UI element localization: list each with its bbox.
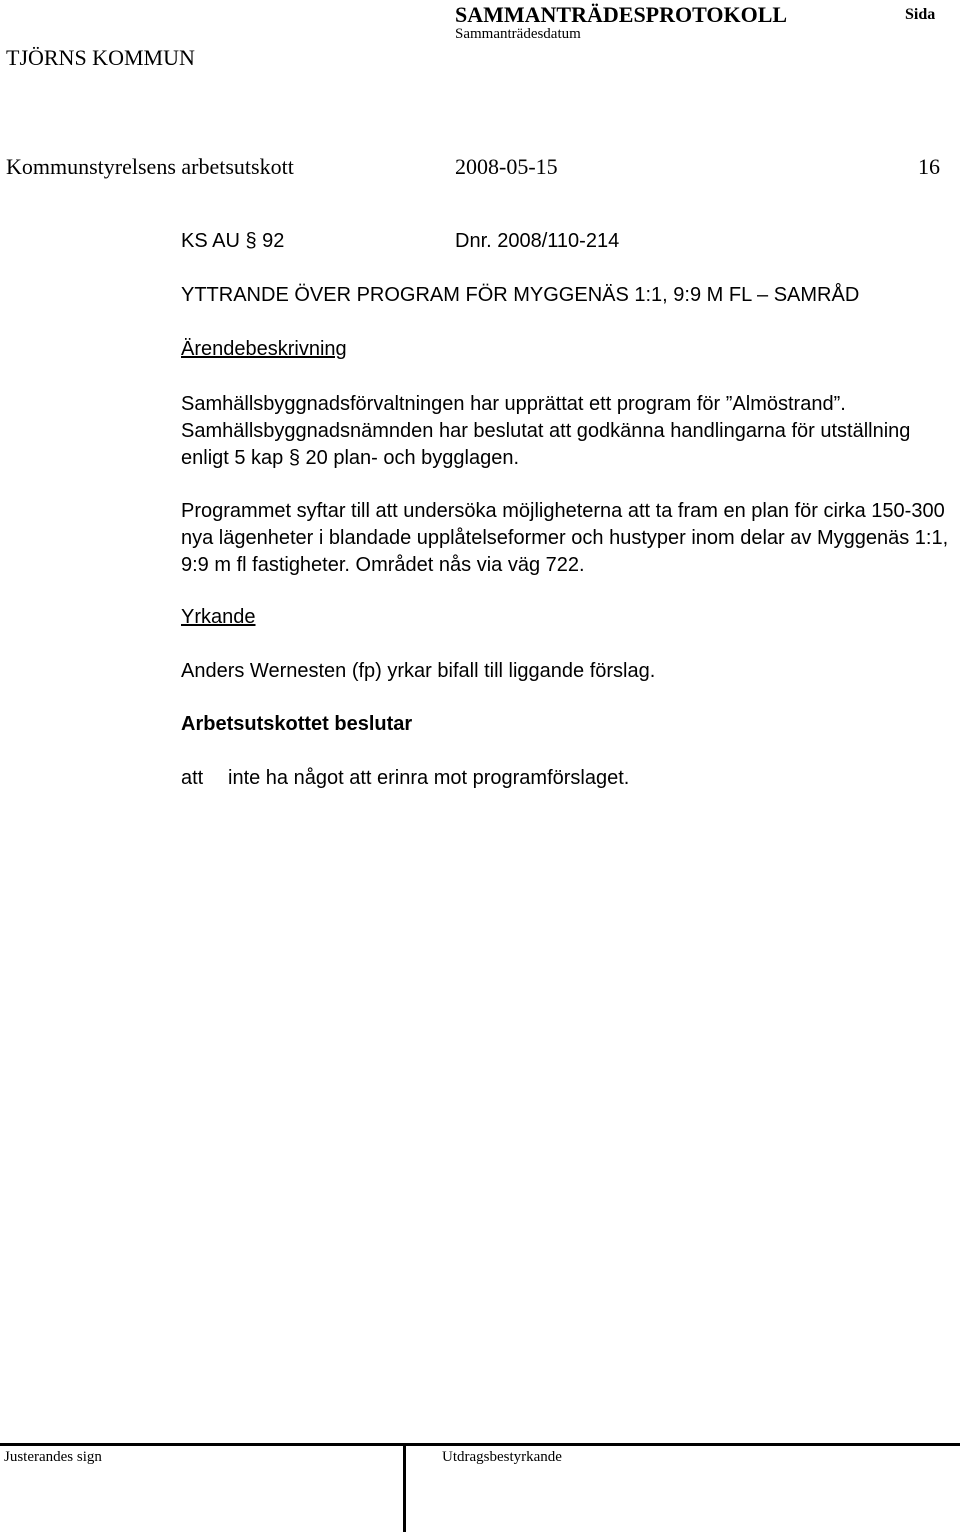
decision-att: att xyxy=(181,767,204,789)
footer-divider-horizontal xyxy=(0,1443,960,1446)
footer-certification-label: Utdragsbestyrkande xyxy=(442,1449,562,1465)
committee-name: Kommunstyrelsens arbetsutskott xyxy=(6,154,294,179)
case-number: KS AU § 92 xyxy=(181,230,285,252)
decision-heading: Arbetsutskottet beslutar xyxy=(181,713,413,735)
page-label: Sida xyxy=(905,6,936,23)
diary-number: Dnr. 2008/110-214 xyxy=(455,230,620,252)
meeting-date-label: Sammanträdesdatum xyxy=(455,26,581,42)
municipality-name: TJÖRNS KOMMUN xyxy=(6,45,195,70)
footer-divider-vertical xyxy=(403,1443,406,1532)
decision-text: inte ha något att erinra mot programförslaget. xyxy=(228,767,630,789)
meeting-date: 2008-05-15 xyxy=(455,154,558,179)
document-title: SAMMANTRÄDESPROTOKOLL xyxy=(455,2,788,27)
motion-heading: Yrkande xyxy=(181,606,256,628)
page-number: 16 xyxy=(918,154,940,179)
case-heading: YTTRANDE ÖVER PROGRAM FÖR MYGGENÄS 1:1, 9:9 M FL – SAMRÅD xyxy=(181,284,860,306)
motion-text: Anders Wernesten (fp) yrkar bifall till liggande förslag. xyxy=(181,660,656,682)
description-paragraph-2: Programmet syftar till att undersöka möjligheterna att ta fram en plan för cirka 150-300 nya lägenheter i blandade upplåtelseformer och hustyper inom delar av Myggenäs 1:1, 9:9 m fl fastigheter. Området nås via väg 722. xyxy=(181,500,949,576)
description-paragraph-1: Samhällsbyggnadsförvaltningen har upprättat ett program för ”Almöstrand”. Samhällsbyggnadsnämnden har beslutat att godkänna handlingarna för utställning enligt 5 kap § 20 plan- och bygglagen. xyxy=(181,393,911,469)
description-heading: Ärendebeskrivning xyxy=(181,338,347,360)
footer-signature-label: Justerandes sign xyxy=(4,1449,102,1465)
